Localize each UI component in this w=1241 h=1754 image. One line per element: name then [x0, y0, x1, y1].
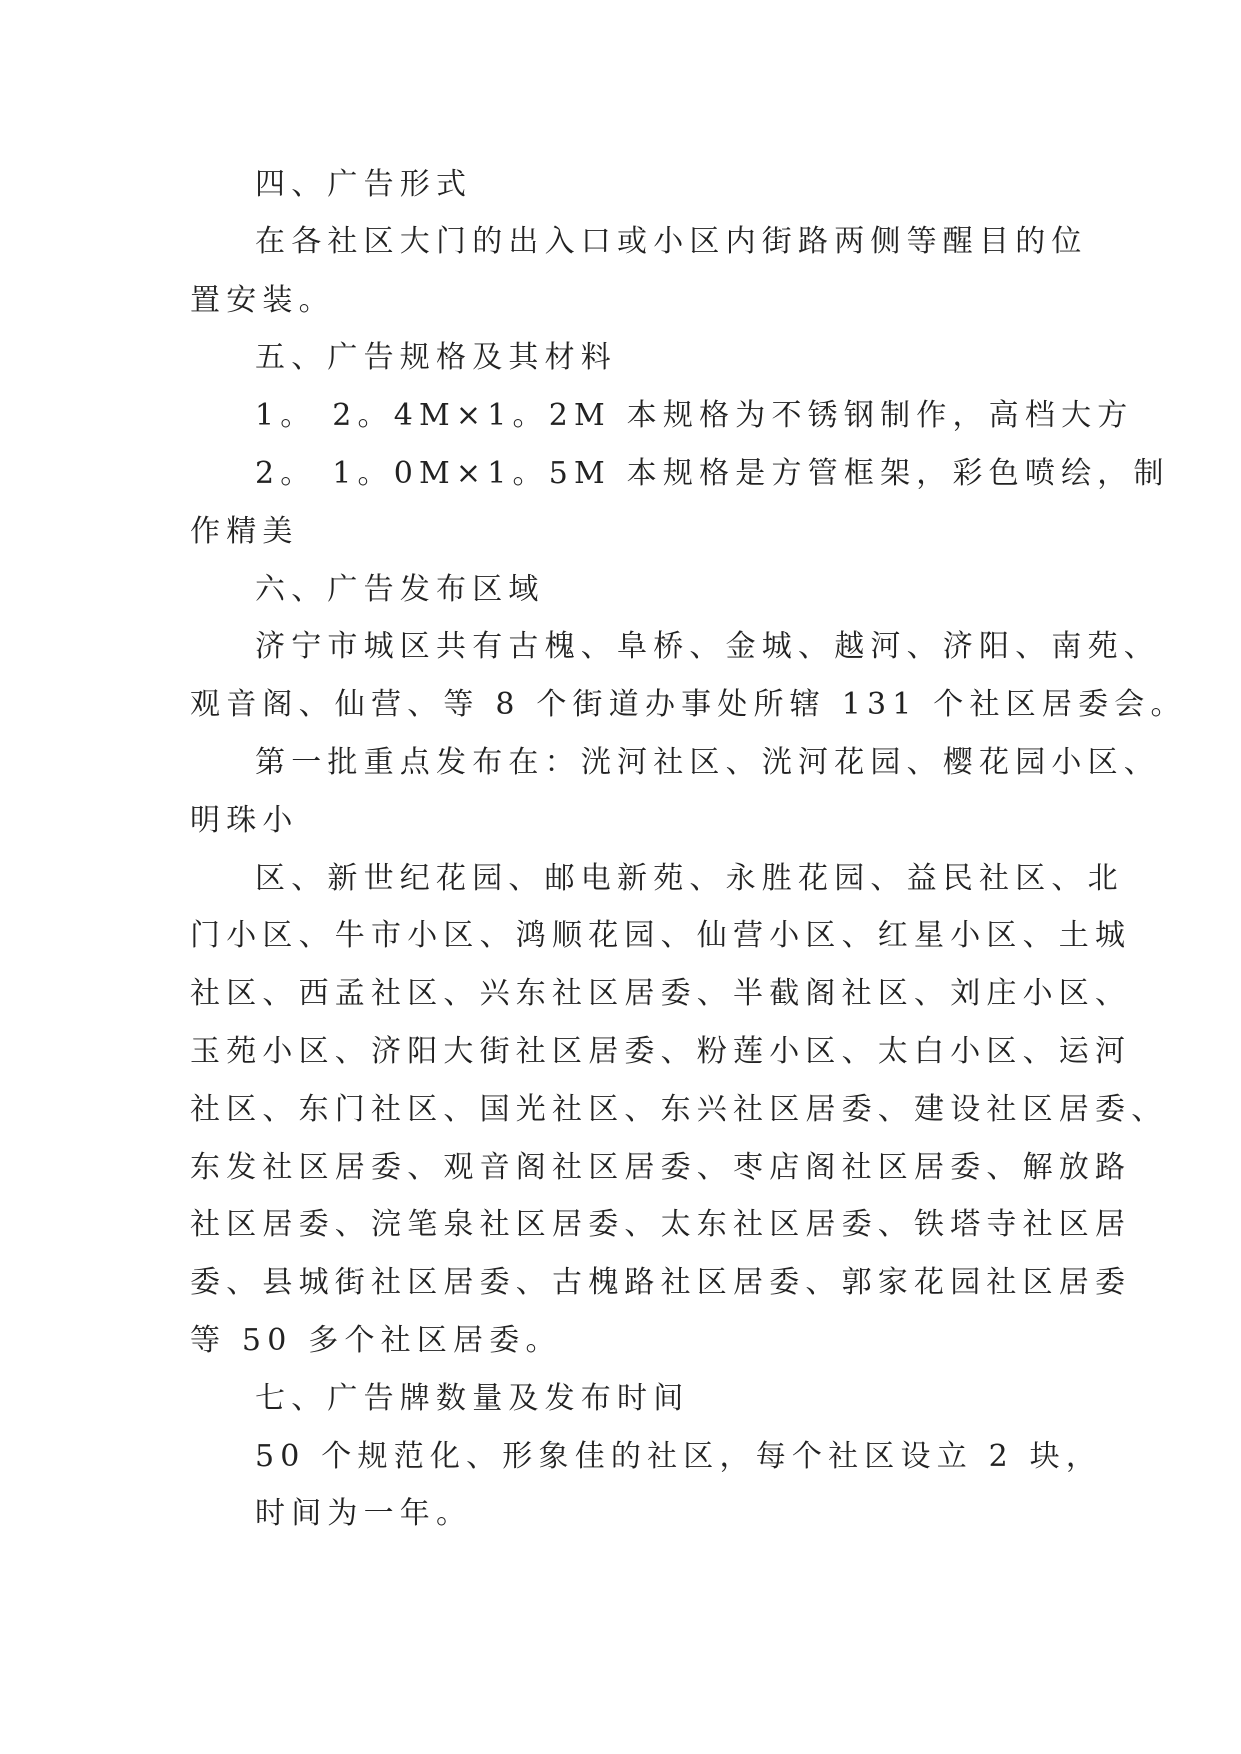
paragraph-line: 1。 2。4M×1。2M 本规格为不锈钢制作，高档大方	[255, 398, 1134, 433]
paragraph-line: 社区、西孟社区、兴东社区居委、半截阁社区、刘庄小区、	[190, 976, 1132, 1011]
section-heading-5: 五、广告规格及其材料	[255, 340, 617, 375]
section-heading-4: 四、广告形式	[255, 167, 473, 202]
section-heading-7: 七、广告牌数量及发布时间	[255, 1381, 690, 1416]
paragraph-line: 作精美	[190, 514, 299, 549]
paragraph-line: 置安装。	[190, 283, 335, 318]
paragraph-line: 社区居委、浣笔泉社区居委、太东社区居委、铁塔寺社区居	[190, 1207, 1132, 1242]
paragraph-line: 2。 1。0M×1。5M 本规格是方管框架，彩色喷绘，制	[255, 456, 1170, 491]
paragraph-line: 时间为一年。	[255, 1496, 473, 1531]
paragraph-line: 东发社区居委、观音阁社区居委、枣店阁社区居委、解放路	[190, 1150, 1132, 1185]
paragraph-line: 门小区、牛市小区、鸿顺花园、仙营小区、红星小区、土城	[190, 918, 1132, 953]
paragraph-line: 济宁市城区共有古槐、阜桥、金城、越河、济阳、南苑、	[255, 629, 1160, 664]
paragraph-line: 等 50 多个社区居委。	[190, 1323, 562, 1358]
paragraph-line: 第一批重点发布在：洸河社区、洸河花园、樱花园小区、	[255, 745, 1160, 780]
paragraph-line: 50 个规范化、形象佳的社区，每个社区设立 2 块，	[255, 1439, 1103, 1474]
paragraph-line: 区、新世纪花园、邮电新苑、永胜花园、益民社区、北	[255, 861, 1124, 896]
paragraph-line: 观音阁、仙营、等 8 个街道办事处所辖 131 个社区居委会。	[190, 687, 1187, 722]
paragraph-line: 在各社区大门的出入口或小区内街路两侧等醒目的位	[255, 224, 1088, 259]
paragraph-line: 明珠小	[190, 803, 299, 838]
section-heading-6: 六、广告发布区域	[255, 572, 545, 607]
paragraph-line: 委、县城街社区居委、古槐路社区居委、郭家花园社区居委	[190, 1265, 1132, 1300]
paragraph-line: 玉苑小区、济阳大街社区居委、粉莲小区、太白小区、运河	[190, 1034, 1132, 1069]
paragraph-line: 社区、东门社区、国光社区、东兴社区居委、建设社区居委、	[190, 1092, 1168, 1127]
